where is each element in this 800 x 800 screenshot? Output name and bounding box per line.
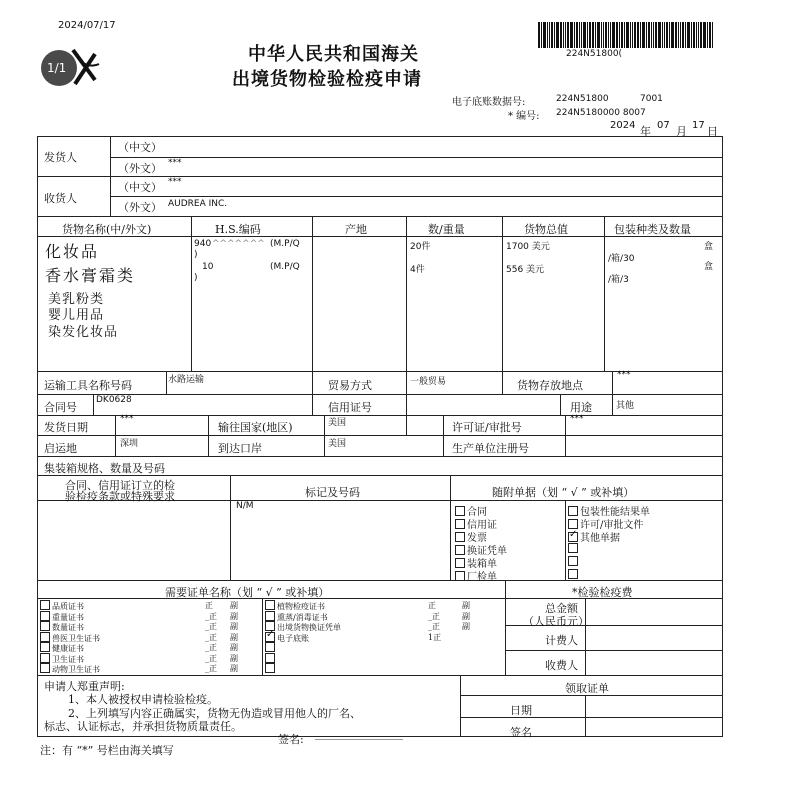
cert-left-copy-count: 副 — [230, 643, 238, 652]
date-day: 17 — [692, 120, 705, 131]
date-year: 2024 — [610, 120, 636, 131]
cert-right-7[interactable] — [265, 663, 277, 674]
checkbox-icon[interactable] — [455, 532, 465, 542]
pack-detail-2: /箱/3 — [608, 275, 629, 285]
cert-right-5[interactable] — [265, 642, 277, 653]
checkbox-icon[interactable] — [265, 653, 275, 663]
checkbox-icon[interactable] — [455, 519, 465, 529]
declaration-title: 申请人郑重声明: — [44, 680, 125, 693]
checkbox-icon[interactable] — [568, 543, 578, 553]
cert-right-original-count: 1正 — [428, 632, 442, 642]
cert-right-copy-count: 副 — [462, 622, 470, 631]
checkbox-icon[interactable] — [568, 506, 578, 516]
goods-name-4: 婴儿用品 — [48, 308, 105, 323]
goods-header-hs: H.S.编码 — [215, 223, 261, 236]
checkbox-icon[interactable] — [265, 600, 275, 610]
cert-right-original-count: 正 — [428, 601, 436, 610]
goods-header-origin: 产地 — [345, 223, 367, 236]
hs-suffix-1: (M.P/Q — [270, 239, 300, 249]
cert-right-name: 出境货物换证凭单 — [277, 623, 341, 632]
total-amount-label: 总金额 — [545, 602, 578, 615]
pack-unit-2: 盒 — [704, 262, 714, 272]
certs-section-label: 需要证单名称（划 “ √ ” 或补填） — [165, 586, 330, 599]
cert-right-6[interactable] — [265, 653, 277, 664]
doc-right-item-5[interactable] — [568, 555, 580, 568]
value-2: 556 美元 — [506, 265, 545, 275]
qty-1: 20件 — [410, 242, 431, 252]
hs-code-2: 10 — [202, 262, 214, 272]
transport-tool-value[interactable]: 水路运输 — [168, 375, 205, 385]
storage-label: 货物存放地点 — [517, 379, 583, 392]
license-value[interactable]: *** — [570, 414, 584, 424]
cert-left-copy-count: 副 — [230, 664, 238, 673]
cert-left-copy-count: 副 — [230, 653, 238, 663]
total-currency-label: （人民币元） — [523, 615, 589, 628]
doc-right-item-label: 许可/审批文件 — [580, 520, 644, 531]
goods-name-2: 香水膏霜类 — [45, 266, 136, 285]
cert-right-name: 植物检疫证书 — [277, 602, 325, 611]
cert-left-original-count: 正 — [205, 601, 213, 610]
receive-sign-label: 签名 — [510, 726, 532, 739]
consignee-label: 收货人 — [44, 192, 77, 205]
checkbox-icon[interactable] — [40, 600, 50, 610]
cert-left-original-count: _正 — [205, 622, 217, 631]
trade-mode-value[interactable]: 一般贸易 — [410, 377, 447, 387]
hs-close-2: ) — [194, 273, 198, 283]
applicant-sign-line[interactable]: ________________ — [315, 727, 403, 740]
checkbox-icon[interactable] — [40, 632, 50, 642]
cert-right-name: 熏蒸/消毒证书 — [277, 612, 328, 622]
receive-certs-label: 领取证单 — [565, 682, 609, 695]
checkbox-icon[interactable] — [568, 556, 578, 566]
special-req-line1: 合同、信用证订立的检 — [65, 479, 175, 492]
cert-left-copy-count: 副 — [230, 601, 238, 610]
hs-code-1: 940 — [194, 239, 212, 249]
goods-name-5: 染发化妆品 — [48, 325, 119, 340]
consignee-cn-label: （中文） — [118, 181, 162, 194]
checkbox-icon[interactable] — [40, 611, 50, 621]
cert-left-copy-count: 副 — [230, 611, 238, 621]
checkbox-icon[interactable] — [40, 663, 50, 673]
cert-right-name: 电子底账 — [277, 633, 309, 643]
shipper-fx-value[interactable]: *** — [168, 158, 182, 168]
logo-text: 1/1 — [47, 61, 67, 75]
date-year-unit: 年 — [640, 125, 651, 138]
cert-right-original-count: _正 — [428, 622, 440, 631]
cert-left-copy-count: 副 — [230, 632, 238, 642]
cert-left-copy-count: 副 — [230, 622, 238, 631]
storage-value[interactable]: *** — [617, 370, 631, 380]
serial-label: * 编号: — [508, 111, 540, 122]
cert-right-copy-count: 副 — [462, 611, 470, 621]
fee-label: *检验检疫费 — [572, 586, 633, 599]
doc-left-item-label: 装箱单 — [467, 559, 497, 570]
footnote: 注：有 “*” 号栏由海关填写 — [40, 744, 174, 757]
receive-date-label: 日期 — [510, 704, 532, 717]
pack-detail-1: /箱/30 — [608, 254, 635, 264]
checkbox-icon[interactable] — [455, 571, 465, 581]
doc-right-item-6[interactable] — [568, 568, 580, 581]
usage-label: 用途 — [570, 401, 592, 414]
value-1: 1700 美元 — [506, 242, 550, 252]
declaration-line3: 标志、认证标志，并承担货物质量责任。 — [44, 720, 242, 733]
cert-left-original-count: _正 — [205, 653, 217, 663]
barcode-number: 224N51800( — [566, 49, 623, 59]
shipper-fx-label: （外文） — [118, 162, 162, 175]
checkbox-icon[interactable] — [265, 611, 275, 621]
cert-left-name: 数量证书 — [52, 623, 84, 632]
checkbox-icon[interactable] — [455, 545, 465, 555]
checkbox-icon[interactable] — [568, 569, 578, 579]
goods-name-1: 化妆品 — [45, 242, 100, 261]
consignee-cn-value[interactable]: *** — [168, 177, 182, 187]
cert-left-name: 健康证书 — [52, 644, 84, 653]
arrival-port-value[interactable]: 美国 — [328, 439, 347, 449]
ledger-value: 224N51800 — [556, 94, 609, 104]
goods-header-pack: 包装种类及数量 — [614, 223, 691, 236]
doc-left-item-label: 合同 — [467, 507, 487, 518]
cert-right-original-count: _正 — [428, 611, 440, 621]
declaration-line2: 2、上列填写内容正确属实，货物无伪造或冒用他人的厂名、 — [68, 707, 361, 720]
title-line2: 出境货物检验检疫申请 — [232, 69, 422, 90]
consignee-fx-label: （外文） — [118, 201, 162, 214]
cert-right-copy-count: 副 — [462, 601, 470, 610]
ledger-suffix: 7001 — [640, 94, 663, 104]
checkbox-icon[interactable] — [40, 642, 50, 652]
cert-left-original-count: _正 — [205, 664, 217, 673]
checkbox-icon[interactable] — [568, 532, 578, 542]
cert-left-original-count: _正 — [205, 632, 217, 642]
shipper-cn-label: （中文） — [118, 141, 162, 154]
goods-header-name: 货物名称(中/外文) — [62, 223, 152, 236]
ledger-label: 电子底账数据号: — [452, 97, 526, 108]
producer-label: 生产单位注册号 — [452, 442, 529, 455]
date-month-unit: 月 — [676, 125, 687, 138]
checkbox-icon[interactable] — [40, 621, 50, 631]
marks-label: 标记及号码 — [305, 486, 360, 499]
shipper-label: 发货人 — [44, 151, 77, 164]
cert-left-name: 品质证书 — [52, 602, 84, 611]
cert-left-7[interactable] — [40, 663, 100, 675]
declaration-line1: 1、本人被授权申请检验检疫。 — [68, 693, 218, 706]
doc-right-item-label: 包装性能结果单 — [580, 507, 650, 518]
cert-left-name: 动物卫生证书 — [52, 665, 100, 674]
origin-port-label: 启运地 — [44, 442, 77, 455]
checkbox-icon[interactable] — [455, 506, 465, 516]
transport-tool-label: 运输工具名称号码 — [44, 379, 132, 392]
doc-left-item-label: 换证凭单 — [467, 546, 507, 557]
special-req-line2: 验检疫条款或特殊要求 — [65, 490, 175, 503]
hs-close-1: ) — [194, 250, 198, 260]
checkbox-icon[interactable] — [265, 632, 275, 642]
hs-suffix-2: (M.P/Q — [270, 262, 300, 272]
fee-person-label: 计费人 — [545, 634, 578, 647]
arrival-port-label: 到达口岸 — [218, 442, 262, 455]
cert-left-name: 卫生证书 — [52, 654, 84, 664]
cert-left-original-count: _正 — [205, 643, 217, 652]
consignee-fx-value[interactable]: AUDREA INC. — [168, 199, 228, 209]
serial-value: 224N5180000 8007 — [556, 108, 646, 118]
date-month: 07 — [657, 120, 670, 131]
goods-header-value: 货物总值 — [524, 223, 568, 236]
doc-right-item-label: 其他单据 — [580, 533, 620, 544]
lc-label: 信用证号 — [328, 401, 372, 414]
trade-mode-label: 贸易方式 — [328, 379, 372, 392]
customs-emblem-icon — [33, 40, 113, 96]
doc-left-item-6[interactable] — [455, 568, 497, 583]
dest-country-label: 输往国家(地区) — [218, 421, 293, 434]
dest-country-value[interactable]: 美国 — [328, 418, 347, 428]
goods-name-3: 美乳粉类 — [48, 292, 105, 307]
checkbox-icon[interactable] — [40, 653, 50, 663]
print-date: 2024/07/17 — [58, 20, 116, 31]
doc-right-item-4[interactable] — [568, 542, 580, 555]
cert-left-name: 重量证书 — [52, 612, 84, 622]
ship-date-label: 发货日期 — [44, 421, 88, 434]
contract-label: 合同号 — [44, 401, 77, 414]
checkbox-icon[interactable] — [568, 519, 578, 529]
marks-value[interactable]: N/M — [236, 501, 254, 511]
ship-date-value[interactable]: *** — [120, 414, 134, 424]
goods-header-qty: 数/重量 — [428, 223, 465, 236]
doc-left-item-label: 发票 — [467, 533, 487, 544]
barcode — [538, 22, 780, 48]
doc-left-item-label: 信用证 — [467, 520, 497, 531]
docs-label: 随附单据（划 “ √ ” 或补填） — [492, 486, 635, 499]
checkbox-icon[interactable] — [455, 558, 465, 568]
applicant-sign-label: 签名: — [278, 733, 304, 746]
title-line1: 中华人民共和国海关 — [248, 44, 419, 65]
checkbox-icon[interactable] — [265, 663, 275, 673]
container-label: 集装箱规格、数量及号码 — [44, 462, 165, 475]
checkbox-icon[interactable] — [265, 642, 275, 652]
date-day-unit: 日 — [707, 125, 718, 138]
pack-unit-1: 盒 — [704, 242, 714, 252]
cert-left-original-count: _正 — [205, 611, 217, 621]
collector-label: 收费人 — [545, 659, 578, 672]
qty-2: 4件 — [410, 265, 425, 275]
hs-mask-1: ^^^^^^^ — [212, 239, 265, 249]
cert-left-name: 兽医卫生证书 — [52, 633, 100, 643]
contract-value[interactable]: DK0628 — [96, 395, 132, 405]
origin-port-value[interactable]: 深圳 — [120, 439, 139, 449]
doc-left-item-label: 厂检单 — [467, 572, 497, 583]
license-label: 许可证/审批号 — [452, 421, 522, 434]
usage-value[interactable]: 其他 — [616, 401, 635, 411]
